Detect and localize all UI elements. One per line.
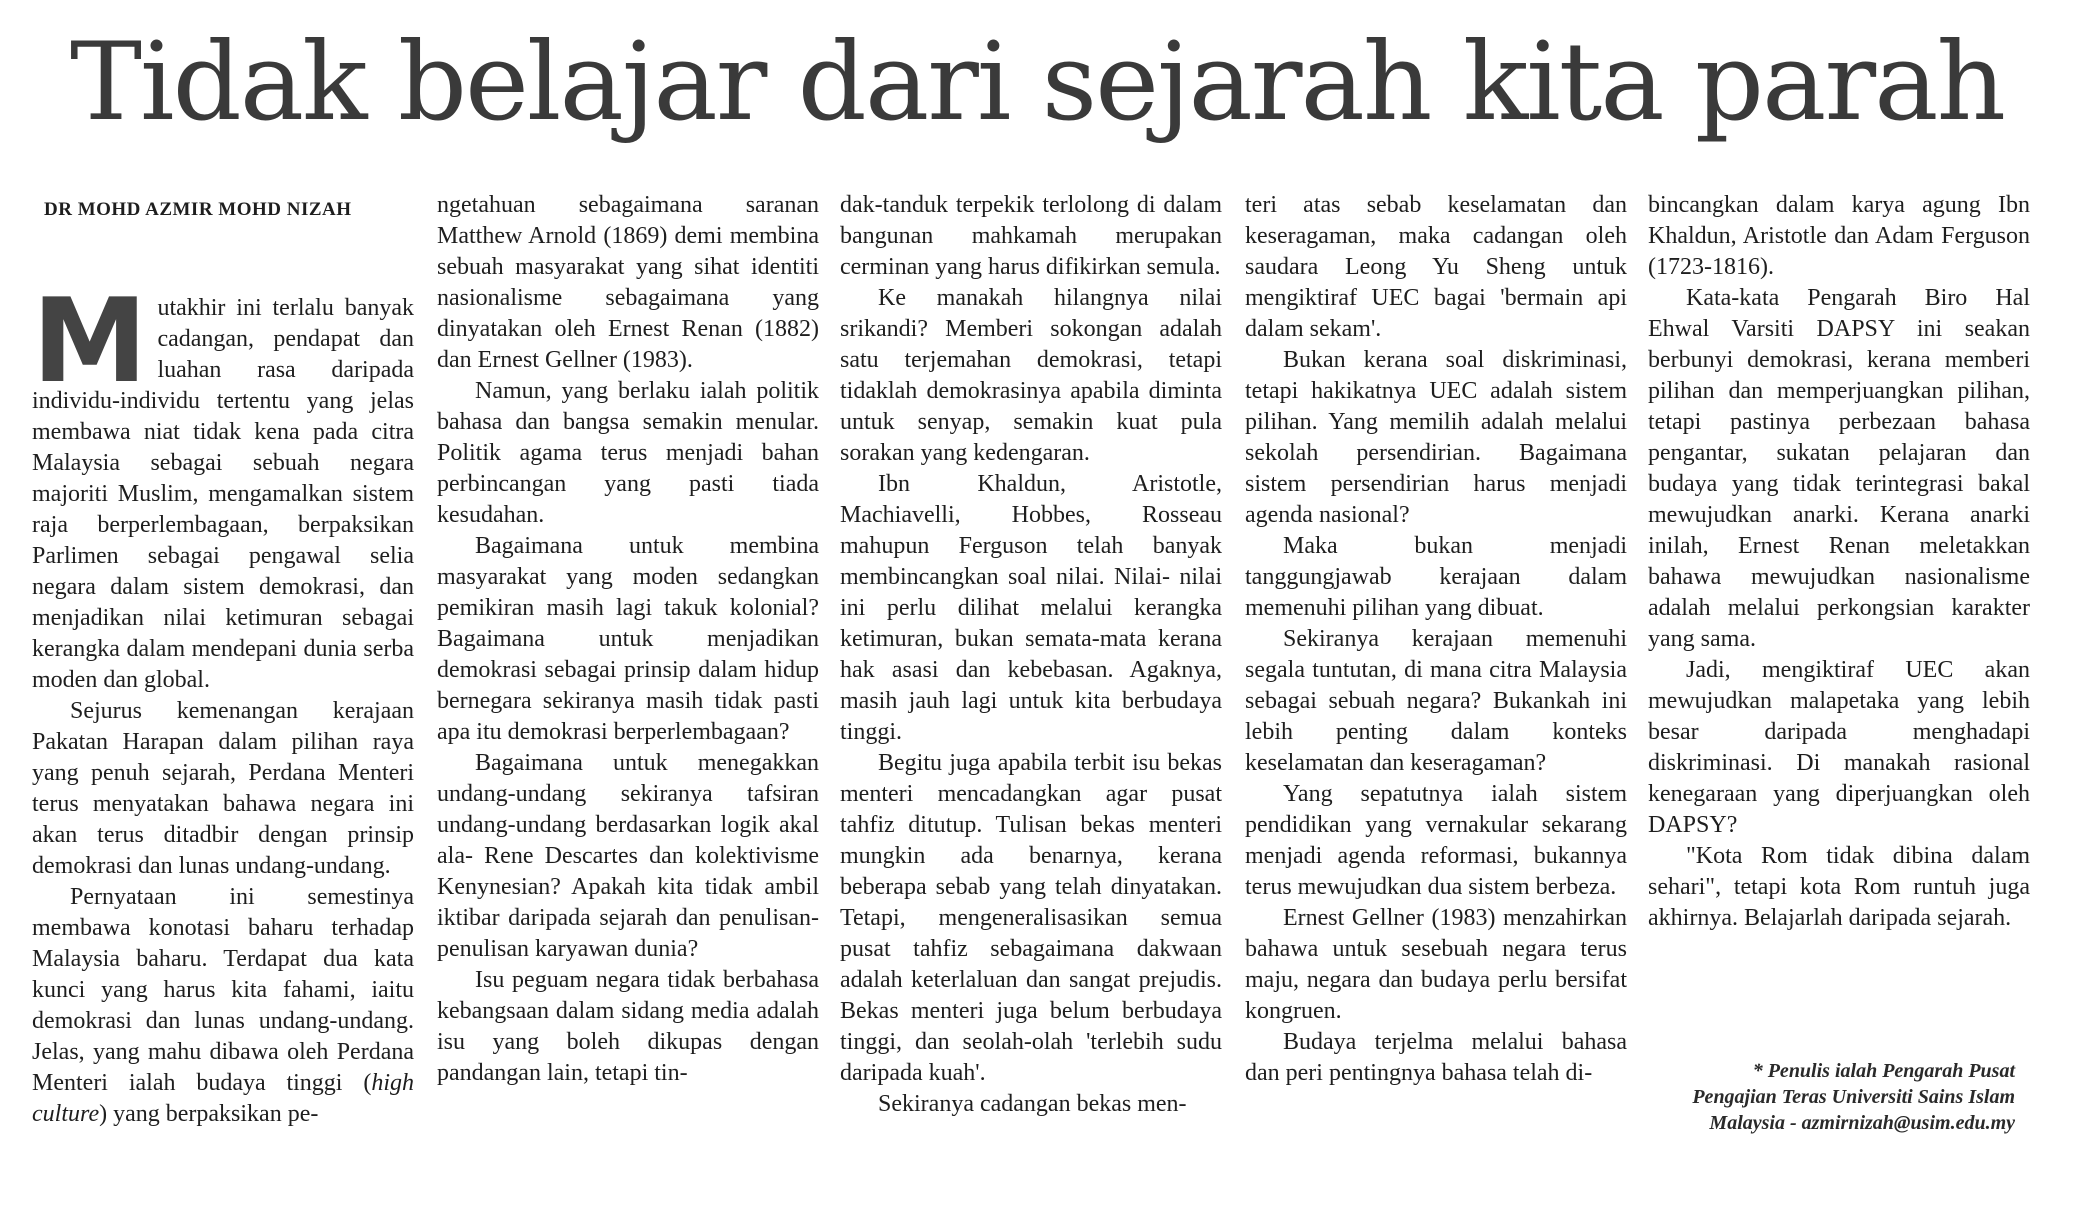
italic-term: high culture bbox=[32, 1070, 414, 1127]
paragraph: Bukan kerana soal diskriminasi, tetapi hakikatnya UEC adalah sistem pilihan. Yang memilih adalah melalui sekolah persendirian. Bagaimana sistem persendirian harus menjadi agenda nasional? bbox=[1245, 347, 1627, 528]
paragraph-text: Pernyataan ini semestinya membawa konotasi baharu terhadap Malaysia baharu. Terdapat dua kata kunci yang harus kita fahami, iaitu demokrasi dan lunas undang-undang. Jelas, yang mahu dibawa oleh Perdana Menteri ialah budaya tinggi ( bbox=[32, 884, 414, 1096]
paragraph: Ke manakah hilangnya nilai srikandi? Memberi sokongan adalah satu terjemahan demokrasi, tetapi tidaklah demokrasinya apabila diminta untuk senyap, semakin kuat pula sorakan yang kedengaran. bbox=[840, 285, 1222, 466]
paragraph: ngetahuan sebagaimana saranan Matthew Arnold (1869) demi membina sebuah masyarakat yang sihat identiti nasionalisme sebagaimana yang dinyatakan oleh Ernest Renan (1882) dan Ernest Gellner (1983). bbox=[437, 192, 819, 373]
article-column-4 bbox=[1245, 190, 1627, 1190]
paragraph: Yang sepatutnya ialah sistem pendidikan yang vernakular sekarang menjadi agenda reformasi, bukannya terus mewujudkan dua sistem berbeza. bbox=[1245, 781, 1627, 900]
paragraph bbox=[32, 882, 414, 1130]
paragraph: Kata-kata Pengarah Biro Hal Ehwal Varsiti DAPSY ini seakan berbunyi demokrasi, kerana memberi pilihan dan memperjuangkan pilihan, tetapi pastinya perbezaan bahasa pengantar, sukatan pelajaran dan budaya yang tidak terintegrasi bakal mewujudkan anarki. Kerana anarki inilah, Ernest Renan meletakkan bahawa mewujudkan nasionalisme adalah melalui perkongsian karakter yang sama. bbox=[1648, 285, 2030, 652]
paragraph: Sekiranya cadangan bekas men- bbox=[878, 1091, 1187, 1117]
paragraph: teri atas sebab keselamatan dan keseragaman, maka cadangan oleh saudara Leong Yu Sheng untuk mengiktiraf UEC bagai 'bermain api dalam sekam'. bbox=[1245, 192, 1627, 342]
paragraph: Sejurus kemenangan kerajaan Pakatan Harapan dalam pilihan raya yang penuh sejarah, Perdana Menteri terus menyatakan bahawa negara ini akan terus ditadbir dengan prinsip demokrasi dan lunas undang-undang. bbox=[32, 698, 414, 879]
author-note-line: Malaysia - azmirnizah@usim.edu.my bbox=[1709, 1112, 2015, 1134]
paragraph: Namun, yang berlaku ialah politik bahasa dan bangsa semakin menular. Politik agama terus menjadi bahan perbincangan yang pasti tiada kesudahan. bbox=[437, 378, 819, 528]
paragraph: dak-tanduk terpekik terlolong di dalam bangunan mahkamah merupakan cerminan yang harus difikirkan semula. bbox=[840, 192, 1222, 280]
headline: Tidak belajar dari sejarah kita parah bbox=[70, 20, 2005, 145]
author-note bbox=[1645, 1058, 2015, 1136]
paragraph: Begitu juga apabila terbit isu bekas menteri mencadangkan agar pusat tahfiz ditutup. Tulisan bekas menteri mungkin ada benarnya, kerana beberapa sebab yang telah dinyatakan. Tetapi, mengeneralisasikan semua pusat tahfiz sebagaimana dakwaan adalah keterlaluan dan sangat prejudis. Bekas menteri juga belum berbudaya tinggi, dan seolah-olah 'terlebih sudu daripada kuah'. bbox=[840, 750, 1222, 1086]
paragraph: Sekiranya kerajaan memenuhi segala tuntutan, di mana citra Malaysia sebagai sebuah negara? Bukankah ini lebih penting dalam konteks keselamatan dan keseragaman? bbox=[1245, 626, 1627, 776]
paragraph-text: utakhir ini terlalu banyak cadangan, pendapat dan luahan rasa daripada individu-individu tertentu yang jelas membawa niat tidak kena pada citra Malaysia sebagai sebuah negara majoriti Muslim, mengamalkan sistem raja berperlembagaan, berpaksikan Parlimen sebagai pengawal selia negara dalam sistem demokrasi, dan menjadikan nilai ketimuran sebagai kerangka dalam mendepani dunia serba moden dan global. bbox=[32, 295, 414, 693]
paragraph: Isu peguam negara tidak berbahasa kebangsaan dalam sidang media adalah isu yang boleh dikupas dengan pandangan lain, tetapi tin- bbox=[437, 967, 819, 1086]
author-note-line: Pengajian Teras Universiti Sains Islam bbox=[1692, 1086, 2015, 1108]
paragraph: Jadi, mengiktiraf UEC akan mewujudkan malapetaka yang lebih besar daripada menghadapi diskriminasi. Di manakah rasional kenegaraan yang diperjuangkan oleh DAPSY? bbox=[1648, 657, 2030, 838]
paragraph: Ibn Khaldun, Aristotle, Machiavelli, Hobbes, Rosseau mahupun Ferguson telah banyak membincangkan soal nilai. Nilai- nilai ini perlu dilihat melalui kerangka ketimuran, bukan semata-mata kerana hak asasi dan kebebasan. Agaknya, masih jauh lagi untuk kita berbudaya tinggi. bbox=[840, 471, 1222, 745]
paragraph: Budaya terjelma melalui bahasa dan peri pentingnya bahasa telah di- bbox=[1245, 1029, 1627, 1086]
article-column-1 bbox=[32, 190, 414, 1190]
paragraph: Ernest Gellner (1983) menzahirkan bahawa untuk sesebuah negara terus maju, negara dan budaya perlu bersifat kongruen. bbox=[1245, 905, 1627, 1024]
paragraph-text: ) yang berpaksikan pe- bbox=[99, 1101, 319, 1127]
paragraph: bincangkan dalam karya agung Ibn Khaldun, Aristotle dan Adam Ferguson (1723-1816). bbox=[1648, 192, 2030, 280]
paragraph: Maka bukan menjadi tanggungjawab kerajaan dalam memenuhi pilihan yang dibuat. bbox=[1245, 533, 1627, 621]
article-column-3 bbox=[840, 190, 1222, 1190]
paragraph: Bagaimana untuk menegakkan undang-undang sekiranya tafsiran undang-undang berdasarkan logik akal ala- Rene Descartes dan kolektivisme Kenynesian? Apakah kita tidak ambil iktibar daripada sejarah dan penulisan-penulisan karyawan dunia? bbox=[437, 750, 819, 962]
paragraph: "Kota Rom tidak dibina dalam sehari", tetapi kota Rom runtuh juga akhirnya. Belajarlah daripada sejarah. bbox=[1648, 843, 2030, 931]
article-column-2 bbox=[437, 190, 819, 1190]
article-column-5 bbox=[1648, 190, 2030, 950]
byline: DR MOHD AZMIR MOHD NIZAH bbox=[44, 199, 352, 220]
author-note-line: * Penulis ialah Pengarah Pusat bbox=[1752, 1060, 2015, 1082]
drop-cap: M bbox=[32, 274, 148, 409]
paragraph bbox=[32, 274, 414, 696]
paragraph: Bagaimana untuk membina masyarakat yang moden sedangkan pemikiran masih lagi takuk kolonial? Bagaimana untuk menjadikan demokrasi sebagai prinsip dalam hidup bernegara sekiranya masih tidak pasti apa itu demokrasi berperlembagaan? bbox=[437, 533, 819, 745]
